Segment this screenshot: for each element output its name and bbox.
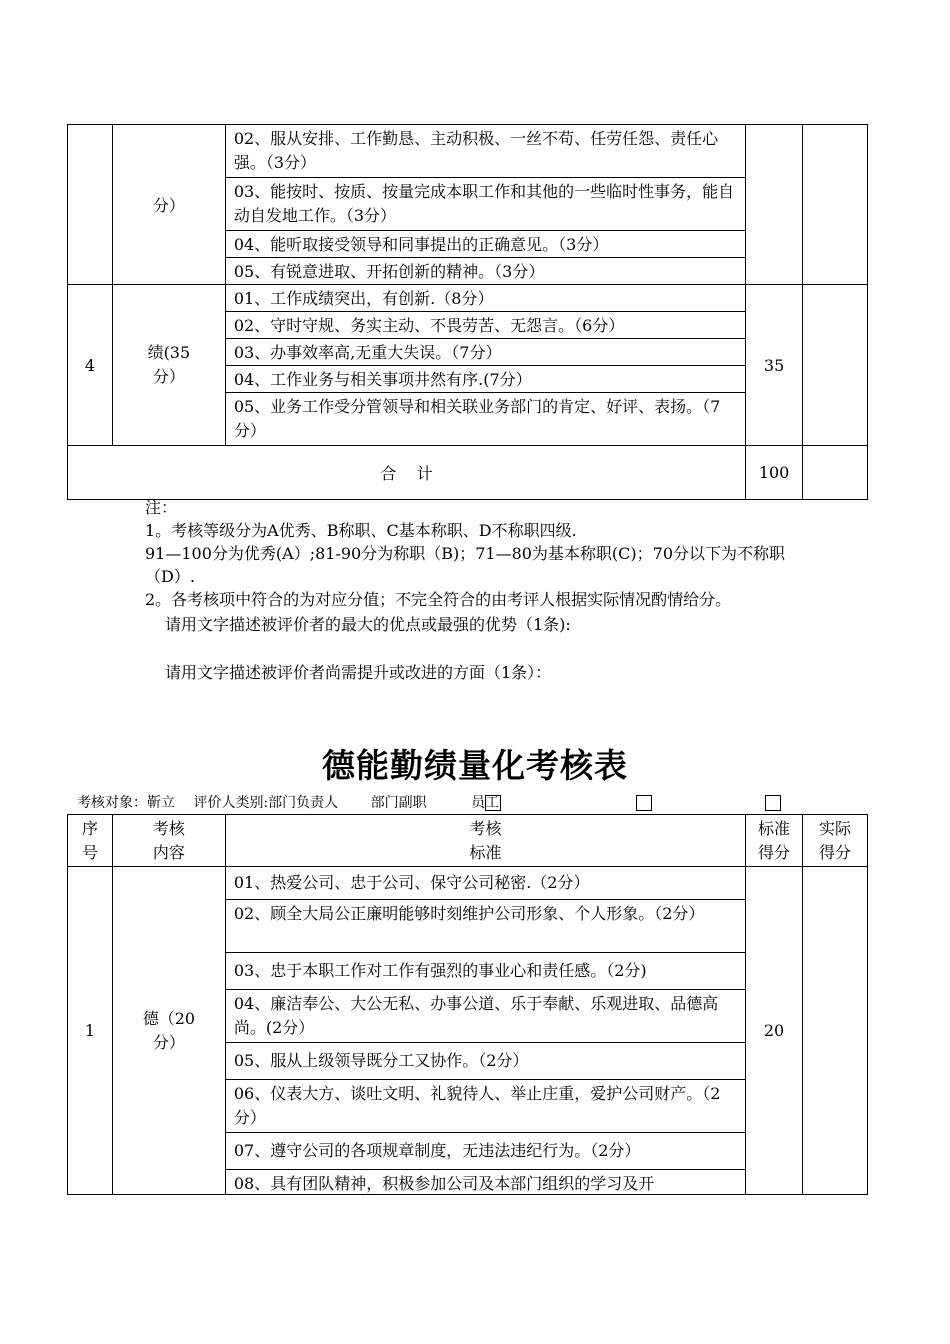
criterion-row: 03、办事效率高,无重大失误。（7分） bbox=[226, 339, 745, 366]
content-cell bbox=[112, 125, 225, 285]
prompt-strength: 请用文字描述被评价者的最大的优点或最强的优势（1条): bbox=[165, 615, 571, 634]
content-line: 德（20 bbox=[142, 1008, 196, 1028]
criterion-row: 02、服从安排、工作勤恳、主动积极、一丝不苟、任劳任怨、责任心强。（3分） bbox=[226, 125, 745, 178]
criteria-cell bbox=[225, 285, 745, 446]
header-actual: 实际得分 bbox=[803, 815, 868, 867]
criterion-row: 07、遵守公司的各项规章制度，无违法违纪行为。（2分） bbox=[226, 1133, 745, 1170]
actual-cell bbox=[803, 867, 868, 1195]
criterion-row: 05、业务工作受分管领导和相关联业务部门的肯定、好评、表扬。（7分） bbox=[233, 397, 721, 440]
content-cell bbox=[112, 867, 225, 1195]
seq-cell: 4 bbox=[68, 285, 113, 446]
criterion-row: 06、仪表大方、谈吐文明、礼貌待人、举止庄重，爱护公司财产。（2分） bbox=[226, 1080, 745, 1133]
prompt-improve: 请用文字描述被评价者尚需提升或改进的方面（1条）： bbox=[165, 663, 552, 682]
actual-cell bbox=[803, 125, 868, 285]
criterion-row: 02、守时守规、务实主动、不畏劳苦、无怨言。（6分） bbox=[226, 312, 745, 339]
criterion-row: 04、廉洁奉公、大公无私、办事公道、乐于奉献、乐观进取、品德高尚。(2分） bbox=[226, 990, 745, 1043]
extra-checkbox[interactable] bbox=[765, 795, 781, 811]
total-label: 合 计 bbox=[68, 446, 746, 500]
header-seq: 序号 bbox=[68, 815, 113, 867]
seq-cell bbox=[68, 125, 113, 285]
notes-line: 2。各考核项中符合的为对应分值；不完全符合的由考评人根据实际情况酌情给分。 bbox=[145, 590, 732, 609]
criteria-cell bbox=[225, 867, 745, 1195]
evaluator-type-label: 评价人类别:部门负责人 bbox=[193, 795, 339, 811]
header-content: 考核内容 bbox=[112, 815, 225, 867]
criterion-row: 03、能按时、按质、按量完成本职工作和其他的一些临时性事务，能自动自发地工作。（3分） bbox=[226, 178, 745, 231]
criterion-row: 04、工作业务与相关事项井然有序.(7分） bbox=[226, 366, 745, 393]
form-table bbox=[67, 814, 868, 1195]
seq-cell: 1 bbox=[68, 867, 113, 1195]
total-value: 100 bbox=[746, 446, 803, 500]
meta-line bbox=[77, 792, 499, 812]
criterion-row: 05、有锐意进取、开拓创新的精神。（3分） bbox=[233, 262, 545, 281]
staff-checkbox[interactable] bbox=[636, 795, 652, 811]
criterion-row: 01、工作成绩突出，有创新.（8分） bbox=[226, 285, 745, 312]
deputy-checkbox[interactable] bbox=[485, 795, 501, 811]
notes-heading: 注： bbox=[145, 498, 178, 517]
notes-line: 91—100分为优秀(A）;81-90分为称职（B)；71—80为基本称职(C)；70分以下为不称职（D）. bbox=[145, 544, 786, 586]
top-grid bbox=[67, 124, 868, 500]
content-cell bbox=[112, 285, 225, 446]
standard-cell bbox=[746, 125, 803, 285]
criterion-row: 04、能听取接受领导和同事提出的正确意见。（3分） bbox=[226, 231, 745, 258]
content-line: 分） bbox=[152, 1032, 185, 1052]
criterion-row: 05、服从上级领导既分工又协作。（2分） bbox=[226, 1043, 745, 1080]
notes bbox=[145, 496, 825, 684]
content-line: 分） bbox=[152, 367, 185, 386]
header-criteria: 考核标准 bbox=[225, 815, 745, 867]
notes-line: 1。考核等级分为A优秀、B称职、C基本称职、D不称职四级. bbox=[145, 521, 577, 540]
standard-cell: 20 bbox=[746, 867, 803, 1195]
standard-cell: 35 bbox=[746, 285, 803, 446]
criterion-row: 03、忠于本职工作对工作有强烈的事业心和责任感。（2分) bbox=[226, 953, 745, 990]
header-standard: 标准得分 bbox=[746, 815, 803, 867]
page-title: 德能勤绩量化考核表 bbox=[322, 746, 628, 785]
subject-label: 考核对象：靳立 bbox=[77, 795, 175, 811]
option-deputy-label: 部门副职 bbox=[370, 795, 427, 811]
criterion-row: 02、顾全大局公正廉明能够时刻维护公司形象、个人形象。（2分） bbox=[226, 900, 745, 953]
criterion-row: 08、具有团队精神，积极参加公司及本部门组织的学习及开 bbox=[233, 1174, 655, 1193]
content-line: 绩(35 bbox=[147, 343, 191, 362]
total-actual bbox=[803, 446, 868, 500]
actual-cell bbox=[803, 285, 868, 446]
criterion-row: 01、热爱公司、忠于公司、保守公司秘密.（2分） bbox=[226, 867, 745, 900]
criteria-cell bbox=[225, 125, 745, 285]
option-staff-label: 员工 bbox=[471, 795, 500, 811]
content-tail: 分） bbox=[152, 196, 185, 215]
